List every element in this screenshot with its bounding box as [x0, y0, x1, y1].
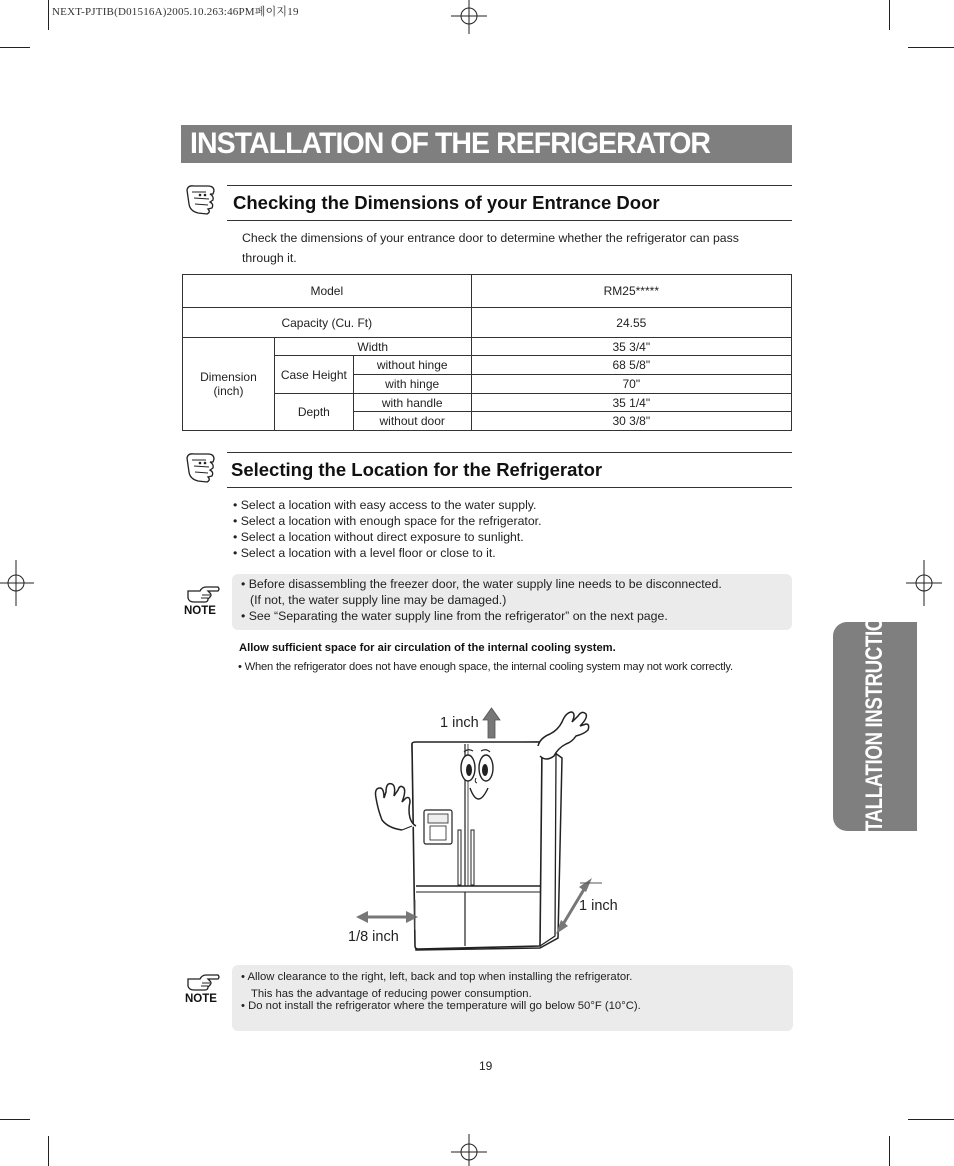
page-number: 19 [479, 1059, 493, 1073]
depth-label: Depth [274, 394, 353, 431]
capacity-value: 24.55 [471, 308, 791, 338]
registration-mark-right [904, 560, 942, 606]
description-line: through it. [242, 251, 297, 265]
registration-mark-left [0, 560, 36, 606]
case-height-label: Case Height [274, 356, 353, 394]
section1-rule-top [227, 185, 792, 186]
list-item: • Select a location without direct exposure to sunlight. [233, 530, 524, 544]
model-value: RM25***** [471, 275, 791, 308]
list-item: • Select a location with a level floor or close to it. [233, 546, 496, 560]
page-title: INSTALLATION OF THE REFRIGERATOR [190, 127, 711, 160]
with-handle-label: with handle [353, 394, 471, 412]
airflow-bullet: • When the refrigerator does not have enough space, the internal cooling system may not work correctly. [238, 661, 733, 673]
without-door-value: 30 3/8" [471, 412, 791, 431]
pointing-hand-icon [184, 450, 220, 484]
side-clearance-label: 1 inch [579, 898, 618, 914]
without-hinge-value: 68 5/8" [471, 356, 791, 375]
dimension-label-line: Dimension [200, 370, 257, 384]
dimension-label [183, 338, 275, 431]
location-bullets [233, 497, 542, 561]
registration-mark-top [449, 0, 489, 36]
bottom-clearance-label: 1/8 inch [348, 929, 399, 945]
without-door-label: without door [353, 412, 471, 431]
airflow-heading: Allow sufficient space for air circulation of the internal cooling system. [239, 642, 616, 654]
note-line: • Do not install the refrigerator where the temperature will go below 50°F (10°C). [241, 1000, 641, 1012]
model-label: Model [183, 275, 472, 308]
list-item: • Select a location with enough space for the refrigerator. [233, 514, 542, 528]
pointing-hand-icon [184, 182, 220, 216]
section1-description [242, 228, 792, 268]
side-tab [833, 591, 917, 862]
width-label: Width [274, 338, 471, 356]
note-line: • Allow clearance to the right, left, back and top when installing the refrigerator. [241, 971, 633, 983]
note-line: • Before disassembling the freezer door, the water supply line needs to be disconnected. [241, 577, 722, 591]
without-hinge-label: without hinge [353, 356, 471, 375]
section1-rule-bottom [227, 220, 792, 221]
side-tab-label: INSTALLATION INSTRUCTIONS [861, 591, 888, 862]
note-label: NOTE [185, 993, 217, 1005]
with-hinge-label: with hinge [353, 375, 471, 394]
with-handle-value: 35 1/4" [471, 394, 791, 412]
note-line: This has the advantage of reducing power consumption. [251, 988, 532, 1000]
dimension-label-line: (inch) [213, 384, 244, 398]
width-value: 35 3/4" [471, 338, 791, 356]
description-line: Check the dimensions of your entrance door to determine whether the refrigerator can pass [242, 231, 739, 245]
refrigerator-illustration [340, 700, 640, 960]
note-line: • See “Separating the water supply line from the refrigerator” on the next page. [241, 609, 668, 623]
note-hand-icon [186, 971, 220, 993]
section2-rule-bottom [227, 487, 792, 488]
dimensions-table [182, 274, 792, 431]
capacity-label: Capacity (Cu. Ft) [183, 308, 472, 338]
list-item: • Select a location with easy access to the water supply. [233, 498, 537, 512]
top-clearance-label: 1 inch [440, 715, 479, 731]
note-box [232, 965, 793, 1031]
print-header: NEXT-PJTIB(D01516A)2005.10.263:46PM페이지19 [52, 6, 299, 18]
registration-mark-bottom [449, 1132, 489, 1166]
note-box [232, 574, 792, 630]
with-hinge-value: 70" [471, 375, 791, 394]
note-line: (If not, the water supply line may be damaged.) [250, 593, 507, 607]
note-label: NOTE [184, 605, 216, 617]
section2-rule-top [227, 452, 792, 453]
section1-title: Checking the Dimensions of your Entrance Door [233, 192, 660, 213]
section2-title: Selecting the Location for the Refrigerator [231, 459, 603, 480]
note-hand-icon [186, 583, 220, 605]
page-title-bar [181, 125, 792, 163]
